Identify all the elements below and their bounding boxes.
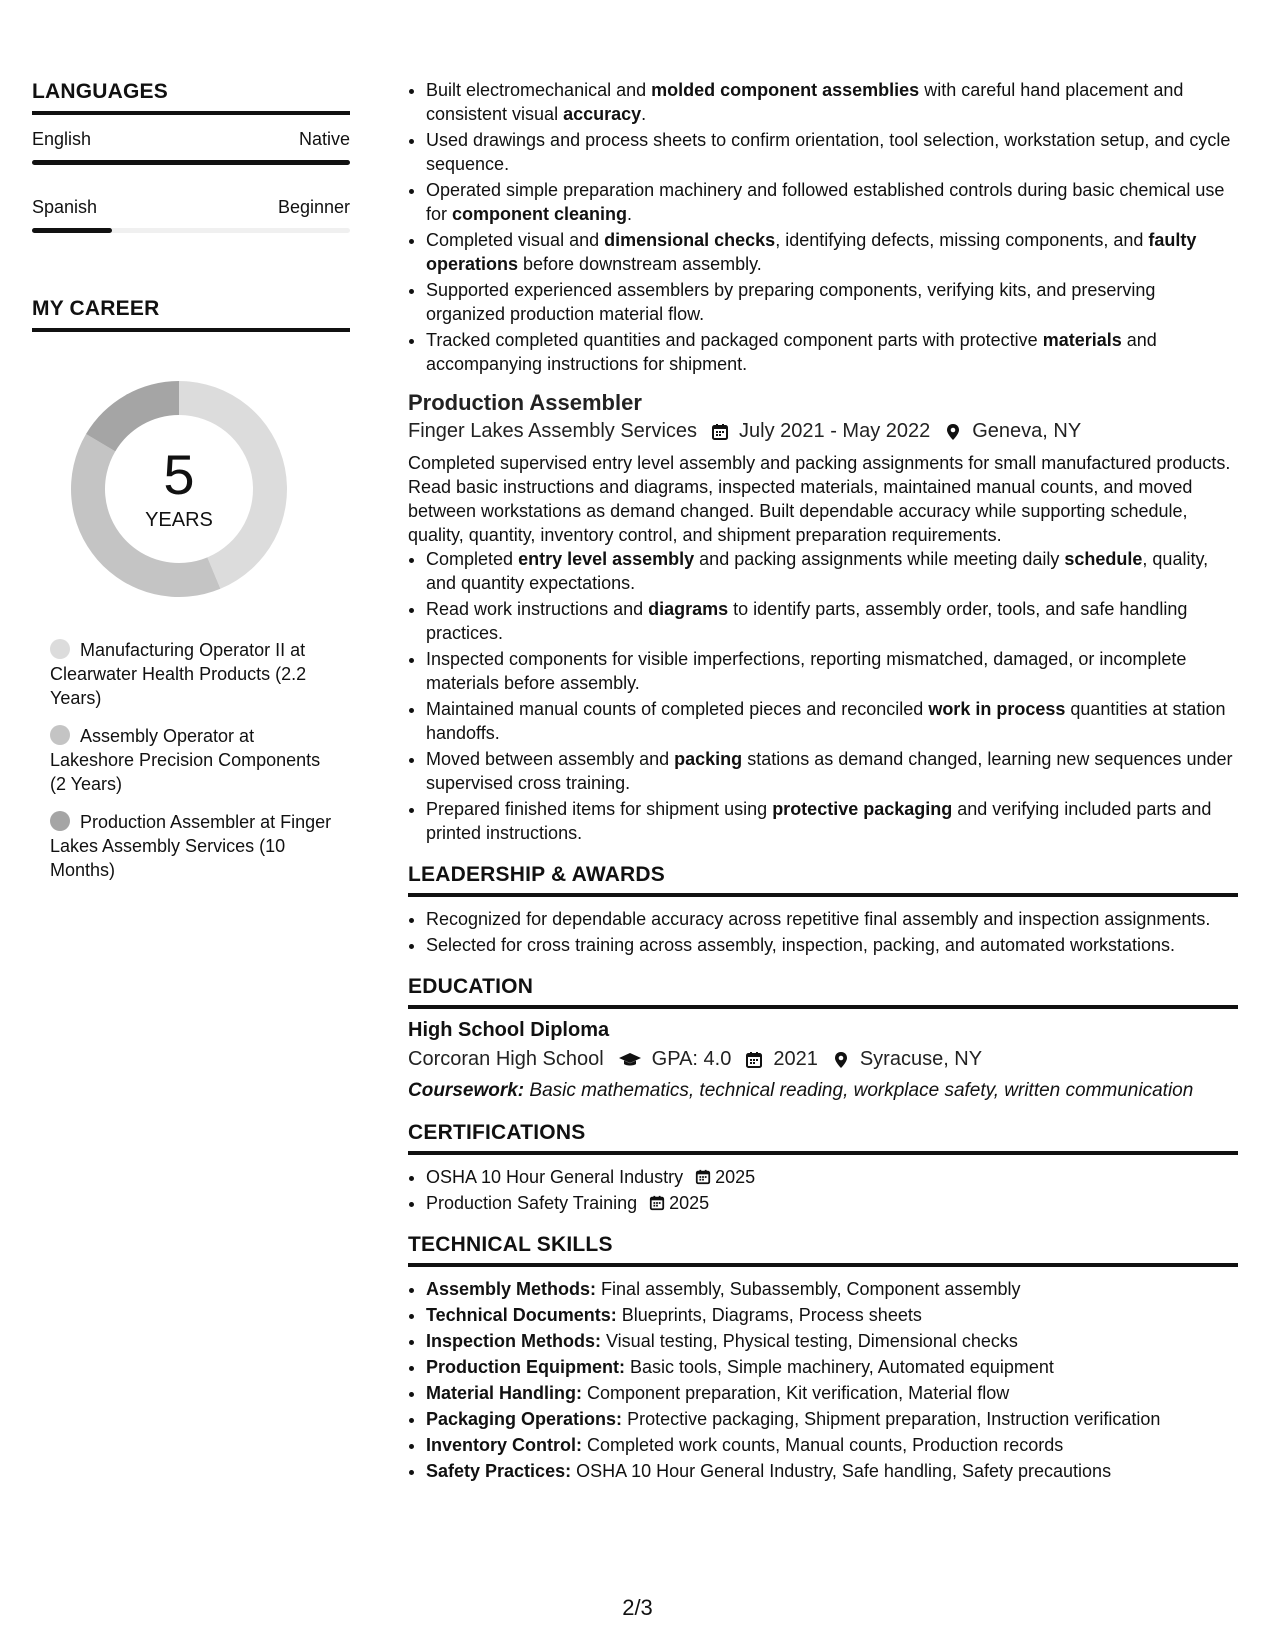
bullet-text: before downstream assembly. bbox=[518, 254, 762, 274]
language-row bbox=[32, 197, 350, 218]
skill-item bbox=[426, 1329, 1238, 1353]
skill-label: Packaging Operations: bbox=[426, 1409, 623, 1429]
bullet-keyword: accuracy bbox=[563, 104, 642, 124]
bullet-item bbox=[426, 78, 1238, 126]
language-name: English bbox=[32, 129, 92, 149]
calendar-icon bbox=[695, 1167, 711, 1183]
skill-item bbox=[426, 1355, 1238, 1379]
job-dates: July 2021 - May 2022 bbox=[739, 420, 931, 442]
bullet-text: Tracked completed quantities and packaged component parts with protective bbox=[426, 330, 1043, 350]
job-summary: Completed supervised entry level assembly and packing assignments for small manufactured products. Read basic instructions and diagrams, inspected materials, maintained manual counts, and moved between workstations as demand changed. Built dependable accuracy while supporting schedule, quality, quantity, inventory control, and shipment preparation requirements. bbox=[408, 453, 1231, 545]
bullet-item bbox=[426, 547, 1238, 595]
bullet-keyword: diagrams bbox=[648, 599, 729, 619]
skill-value: Final assembly, Subassembly, Component assembly bbox=[596, 1279, 1021, 1299]
skill-value: Completed work counts, Manual counts, Production records bbox=[582, 1435, 1064, 1455]
bullet-item bbox=[426, 328, 1238, 376]
job-company: Finger Lakes Assembly Services bbox=[408, 420, 698, 442]
bullet-text: . bbox=[641, 104, 647, 124]
career-legend-label: Manufacturing Operator II at Clearwater Health Products (2.2 Years) bbox=[50, 640, 307, 708]
bullet-text: . bbox=[627, 204, 633, 224]
career-legend-item bbox=[50, 638, 340, 710]
skill-item bbox=[426, 1459, 1238, 1483]
map-pin-icon bbox=[944, 423, 962, 441]
legend-dot bbox=[50, 811, 70, 831]
calendar-icon bbox=[745, 1051, 763, 1069]
main-content bbox=[408, 78, 1238, 1485]
education-degree: High School Diploma bbox=[408, 1019, 610, 1041]
bullet-text: Moved between assembly and bbox=[426, 749, 675, 769]
skill-label: Technical Documents: bbox=[426, 1305, 617, 1325]
previous-job-bullets bbox=[408, 78, 1238, 376]
bullet-keyword: faulty operations bbox=[426, 230, 1197, 274]
bullet-text: Completed bbox=[426, 549, 519, 569]
language-bar-track bbox=[32, 160, 350, 165]
career-donut-chart bbox=[64, 374, 294, 604]
skill-value: Visual testing, Physical testing, Dimensional checks bbox=[601, 1331, 1018, 1351]
leadership-item: • Recognized for dependable accuracy across repetitive final assembly and inspection assignments. bbox=[426, 907, 1238, 931]
bullet-text: Supported experienced assemblers by preparing components, verifying kits, and preserving organized production material flow. bbox=[426, 280, 1156, 324]
education-coursework bbox=[408, 1079, 1238, 1103]
skill-label: Inventory Control: bbox=[426, 1435, 582, 1455]
donut-center bbox=[64, 374, 294, 604]
bullet-keyword: work in process bbox=[928, 699, 1066, 719]
bullet-keyword: schedule bbox=[1064, 549, 1143, 569]
leadership-item: • Selected for cross training across assembly, inspection, packing, and automated workstations. bbox=[426, 933, 1238, 957]
graduation-cap-icon bbox=[618, 1051, 642, 1069]
bullet-keyword: protective packaging bbox=[772, 799, 953, 819]
bullet-text: quantities at station handoffs. bbox=[426, 699, 1226, 743]
career-total-number: 5 bbox=[163, 442, 195, 506]
skill-item bbox=[426, 1381, 1238, 1405]
skill-item bbox=[426, 1433, 1238, 1457]
language-bar-fill bbox=[32, 228, 112, 233]
bullet-text: Completed visual and bbox=[426, 230, 605, 250]
bullet-text: Prepared finished items for shipment using bbox=[426, 799, 773, 819]
certification-year: 2025 bbox=[715, 1167, 756, 1187]
skill-value: OSHA 10 Hour General Industry, Safe handling, Safety precautions bbox=[571, 1461, 1112, 1481]
bullet-keyword: packing bbox=[674, 749, 743, 769]
career-legend bbox=[50, 638, 340, 882]
career-total-unit: YEARS bbox=[145, 508, 213, 531]
education-year: 2021 bbox=[773, 1048, 818, 1070]
language-row bbox=[32, 129, 350, 150]
bullet-item bbox=[426, 597, 1238, 645]
legend-dot bbox=[50, 639, 70, 659]
skills-heading: TECHNICAL SKILLS bbox=[408, 1233, 1238, 1267]
bullet-item bbox=[426, 797, 1238, 845]
skills-list bbox=[408, 1277, 1238, 1483]
skill-label: Assembly Methods: bbox=[426, 1279, 597, 1299]
bullet-text: stations as demand changed, learning new sequences under supervised cross training. bbox=[426, 749, 1233, 793]
bullet-text: Used drawings and process sheets to confirm orientation, tool selection, workstation setup, and cycle sequence. bbox=[426, 130, 1231, 174]
skill-value: Basic tools, Simple machinery, Automated equipment bbox=[624, 1357, 1054, 1377]
job-meta bbox=[408, 420, 1238, 443]
sidebar bbox=[32, 80, 350, 896]
certification-item bbox=[426, 1191, 1238, 1215]
skill-item bbox=[426, 1277, 1238, 1301]
page-number: 2/3 bbox=[622, 1595, 653, 1620]
language-bar-fill bbox=[32, 160, 350, 165]
education-gpa: GPA: 4.0 bbox=[651, 1048, 732, 1070]
certification-name: OSHA 10 Hour General Industry bbox=[426, 1167, 684, 1187]
bullet-text: Operated simple preparation machinery and followed established controls during basic chemical use for bbox=[426, 180, 1225, 224]
bullet-keyword: molded component assemblies bbox=[651, 80, 920, 100]
certification-year: 2025 bbox=[669, 1193, 710, 1213]
bullet-text: Maintained manual counts of completed pieces and reconciled bbox=[426, 699, 929, 719]
career-legend-item bbox=[50, 724, 340, 796]
skill-value: Component preparation, Kit verification, Material flow bbox=[582, 1383, 1010, 1403]
bullet-text: and verifying included parts and printed instructions. bbox=[426, 799, 1212, 843]
skill-item bbox=[426, 1407, 1238, 1431]
career-legend-item bbox=[50, 810, 340, 882]
bullet-keyword: materials bbox=[1042, 330, 1122, 350]
certification-item bbox=[426, 1165, 1238, 1189]
career-legend-label: Assembly Operator at Lakeshore Precision Components (2 Years) bbox=[50, 726, 321, 794]
certifications-heading: CERTIFICATIONS bbox=[408, 1121, 1238, 1155]
bullet-item bbox=[426, 178, 1238, 226]
calendar-icon bbox=[649, 1193, 665, 1209]
bullet-keyword: component cleaning bbox=[452, 204, 628, 224]
bullet-item bbox=[426, 278, 1238, 326]
language-level: Native bbox=[298, 129, 350, 149]
bullet-item bbox=[426, 228, 1238, 276]
bullet-item bbox=[426, 128, 1238, 176]
leadership-heading: LEADERSHIP & AWARDS bbox=[408, 863, 1238, 897]
language-bar-track bbox=[32, 228, 350, 233]
job-bullets bbox=[408, 547, 1238, 845]
language-level: Beginner bbox=[277, 197, 350, 217]
bullet-item bbox=[426, 647, 1238, 695]
calendar-icon bbox=[711, 423, 729, 441]
bullet-item bbox=[426, 697, 1238, 745]
skill-label: Inspection Methods: bbox=[426, 1331, 601, 1351]
education-heading: EDUCATION bbox=[408, 975, 1238, 1009]
job-location: Geneva, NY bbox=[972, 420, 1082, 442]
bullet-text: with careful hand placement and consistent visual bbox=[426, 80, 1184, 124]
coursework-label: Coursework: bbox=[408, 1080, 525, 1101]
education-location: Syracuse, NY bbox=[859, 1048, 983, 1070]
bullet-keyword: entry level assembly bbox=[518, 549, 695, 569]
certification-name: Production Safety Training bbox=[426, 1193, 638, 1213]
skill-label: Production Equipment: bbox=[426, 1357, 625, 1377]
bullet-text: and accompanying instructions for shipment. bbox=[426, 330, 1157, 374]
language-name: Spanish bbox=[32, 197, 98, 217]
coursework-text: Basic mathematics, technical reading, workplace safety, written communication bbox=[524, 1080, 1194, 1101]
skill-value: Blueprints, Diagrams, Process sheets bbox=[616, 1305, 922, 1325]
languages-list bbox=[32, 129, 350, 233]
map-pin-icon bbox=[832, 1051, 850, 1069]
bullet-text: , identifying defects, missing components, and bbox=[775, 230, 1149, 250]
bullet-keyword: dimensional checks bbox=[604, 230, 776, 250]
bullet-text: to identify parts, assembly order, tools, and safe handling practices. bbox=[426, 599, 1188, 643]
skill-value: Protective packaging, Shipment preparation, Instruction verification bbox=[622, 1409, 1161, 1429]
skill-label: Material Handling: bbox=[426, 1383, 583, 1403]
career-legend-label: Production Assembler at Finger Lakes Assembly Services (10 Months) bbox=[50, 812, 332, 880]
languages-heading: LANGUAGES bbox=[32, 80, 350, 115]
bullet-text: , quality, and quantity expectations. bbox=[426, 549, 1209, 593]
legend-dot bbox=[50, 725, 70, 745]
skill-label: Safety Practices: bbox=[426, 1461, 572, 1481]
bullet-text: Read work instructions and bbox=[426, 599, 649, 619]
job-title: Production Assembler bbox=[408, 390, 642, 415]
bullet-text: and packing assignments while meeting daily bbox=[694, 549, 1065, 569]
certifications-list bbox=[408, 1165, 1238, 1215]
bullet-text: Inspected components for visible imperfections, reporting mismatched, damaged, or incomplete materials before assembly. bbox=[426, 649, 1187, 693]
education-school: Corcoran High School bbox=[408, 1048, 604, 1070]
bullet-text: Built electromechanical and bbox=[426, 80, 652, 100]
education-meta bbox=[408, 1048, 1238, 1071]
leadership-list bbox=[408, 907, 1238, 957]
skill-item bbox=[426, 1303, 1238, 1327]
bullet-item bbox=[426, 747, 1238, 795]
career-heading: MY CAREER bbox=[32, 297, 350, 332]
